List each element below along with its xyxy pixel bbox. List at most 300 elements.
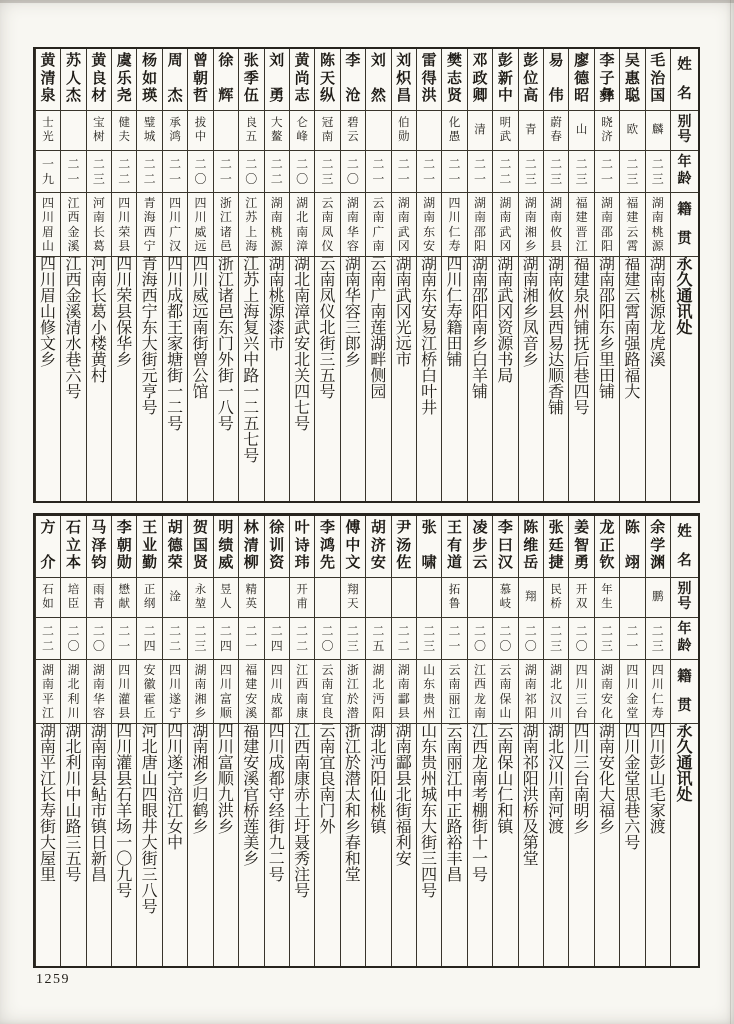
native-cell: 云 南 保 山 — [493, 660, 517, 724]
address-cell: 湖 南 华 容 三 郎 乡 — [344, 257, 361, 369]
address-cell: 湖 南 平 江 长 寿 街 大 屋 里 — [40, 724, 57, 884]
alias-cell: 士 光 — [36, 111, 60, 151]
age-cell: 二 二 — [493, 151, 517, 193]
native-cell: 四 川 三 台 — [569, 660, 593, 724]
address-cell: 福 建 安 溪 官 桥 莲 美 乡 — [243, 724, 260, 868]
alias-cell — [620, 578, 644, 618]
alias-cell — [265, 578, 289, 618]
alias-cell: 蔚 春 — [544, 111, 568, 151]
address-cell: 河 南 长 葛 小 楼 黄 村 — [90, 257, 107, 385]
person-column — [238, 49, 263, 501]
person-column — [441, 516, 466, 966]
person-column — [35, 49, 60, 501]
age-cell: 二 一 — [468, 151, 492, 193]
alias-cell: 宝 树 — [87, 111, 111, 151]
native-cell: 湖 南 祁 阳 — [519, 660, 543, 724]
scan-edge-right — [730, 0, 731, 1024]
address-cell: 福 建 泉 州 铺 抚 后 巷 四 号 — [573, 257, 590, 417]
name-cell: 王 业 勤 — [137, 516, 161, 578]
native-cell: 江 苏 上 海 — [239, 193, 263, 257]
address-cell: 湖 北 沔 阳 仙 桃 镇 — [370, 724, 387, 836]
address-cell: 湖 南 桃 源 漆 市 — [268, 257, 285, 353]
age-cell: 二 〇 — [519, 618, 543, 660]
header-address: 永 久 通 讯 处 — [676, 724, 693, 804]
address-cell: 湖 北 汉 川 南 河 渡 — [548, 724, 565, 836]
person-column — [60, 516, 85, 966]
name-cell: 樊 志 贤 — [442, 49, 466, 111]
person-column — [568, 49, 593, 501]
alias-cell: 昱 人 — [214, 578, 238, 618]
age-cell: 二 二 — [112, 151, 136, 193]
native-cell: 湖 南 安 化 — [595, 660, 619, 724]
person-column — [162, 516, 187, 966]
age-cell: 二 三 — [569, 151, 593, 193]
name-cell: 彭 位 高 — [519, 49, 543, 111]
address-cell: 四 川 彭 山 毛 家 渡 — [649, 724, 666, 836]
person-column — [594, 516, 619, 966]
address-cell: 湖 南 邵 阳 南 乡 白 羊 铺 — [471, 257, 488, 401]
age-cell: 二 二 — [392, 618, 416, 660]
alias-cell — [61, 111, 85, 151]
native-cell: 湖 南 武 冈 — [493, 193, 517, 257]
address-cell: 湖 南 桃 源 龙 虎 溪 — [649, 257, 666, 369]
alias-cell: 璧 城 — [137, 111, 161, 151]
person-column — [340, 49, 365, 501]
address-cell: 湖 南 东 安 易 江 桥 白 叶 井 — [421, 257, 438, 417]
address-cell: 四 川 荣 县 保 华 乡 — [116, 257, 133, 369]
address-cell: 湖 南 湘 乡 归 鹤 乡 — [192, 724, 209, 836]
age-cell: 一 九 — [36, 151, 60, 193]
name-cell: 刘 然 — [366, 49, 390, 111]
header-age: 年 龄 — [671, 151, 698, 193]
address-cell: 湖 南 邵 阳 东 乡 里 田 铺 — [598, 257, 615, 401]
native-cell: 湖 南 攸 县 — [544, 193, 568, 257]
alias-cell: 承 鸿 — [163, 111, 187, 151]
native-cell: 云 南 广 南 — [366, 193, 390, 257]
alias-cell: 欧 — [620, 111, 644, 151]
alias-cell — [315, 578, 339, 618]
age-cell: 二 一 — [392, 151, 416, 193]
person-column — [645, 516, 670, 966]
alias-cell: 石 如 — [36, 578, 60, 618]
name-cell: 毛 治 国 — [646, 49, 670, 111]
person-column — [416, 49, 441, 501]
age-cell: 二 〇 — [188, 151, 212, 193]
address-cell: 浙 江 於 潜 太 和 乡 春 和 堂 — [344, 724, 361, 884]
header-native: 籍 贯 — [671, 193, 698, 257]
person-column — [136, 49, 161, 501]
alias-cell: 拔 中 — [188, 111, 212, 151]
person-column — [619, 516, 644, 966]
native-cell: 四 川 广 汉 — [163, 193, 187, 257]
native-cell: 四 川 金 堂 — [620, 660, 644, 724]
name-cell: 黄 尚 志 — [290, 49, 314, 111]
name-cell: 刘 炽 昌 — [392, 49, 416, 111]
person-column — [492, 49, 517, 501]
person-column — [238, 516, 263, 966]
age-cell: 二 三 — [595, 618, 619, 660]
name-cell: 黄 清 泉 — [36, 49, 60, 111]
address-cell: 湖 北 利 川 中 山 路 三 五 号 — [65, 724, 82, 884]
native-cell: 浙 江 诸 邑 — [214, 193, 238, 257]
native-cell: 湖 南 华 容 — [87, 660, 111, 724]
age-cell: 二 〇 — [290, 151, 314, 193]
header-address: 永 久 通 讯 处 — [676, 257, 693, 337]
person-column — [543, 49, 568, 501]
address-cell: 云 南 宜 良 南 门 外 — [319, 724, 336, 836]
alias-cell — [417, 578, 441, 618]
age-cell: 二 四 — [214, 618, 238, 660]
person-column — [187, 49, 212, 501]
native-cell: 福 建 安 溪 — [239, 660, 263, 724]
header-column — [670, 49, 698, 501]
native-cell: 江 西 南 康 — [290, 660, 314, 724]
age-cell: 二 三 — [646, 151, 670, 193]
address-cell: 福 建 云 霄 南 强 路 福 大 — [624, 257, 641, 401]
native-cell: 云 南 丽 江 — [442, 660, 466, 724]
address-cell: 浙 江 诸 邑 东 门 外 街 一 八 号 — [217, 257, 234, 433]
person-column — [568, 516, 593, 966]
alias-cell: 碧 云 — [341, 111, 365, 151]
alias-cell — [366, 578, 390, 618]
native-cell: 湖 南 邵 阳 — [468, 193, 492, 257]
native-cell: 湖 北 南 漳 — [290, 193, 314, 257]
person-column — [492, 516, 517, 966]
native-cell: 青 海 西 宁 — [137, 193, 161, 257]
person-column — [340, 516, 365, 966]
native-cell: 福 建 晋 江 — [569, 193, 593, 257]
name-cell: 石 立 本 — [61, 516, 85, 578]
native-cell: 四 川 威 远 — [188, 193, 212, 257]
registry-table-bottom — [33, 513, 700, 968]
name-cell: 王 有 道 — [442, 516, 466, 578]
address-cell: 湖 南 攸 县 西 易 达 顺 香 铺 — [548, 257, 565, 417]
alias-cell: 明 武 — [493, 111, 517, 151]
age-cell: 二 一 — [366, 151, 390, 193]
age-cell: 二 三 — [315, 151, 339, 193]
name-cell: 张 啸 — [417, 516, 441, 578]
name-cell: 姜 智 勇 — [569, 516, 593, 578]
address-cell: 云 南 丽 江 中 正 路 裕 丰 昌 — [446, 724, 463, 884]
age-cell: 二 一 — [417, 151, 441, 193]
native-cell: 四 川 荣 县 — [112, 193, 136, 257]
alias-cell: 淦 — [163, 578, 187, 618]
native-cell: 四 川 成 都 — [265, 660, 289, 724]
native-cell: 湖 南 华 容 — [341, 193, 365, 257]
person-column — [60, 49, 85, 501]
name-cell: 方 介 — [36, 516, 60, 578]
address-cell: 湖 南 安 化 大 福 乡 — [598, 724, 615, 836]
native-cell: 福 建 云 霄 — [620, 193, 644, 257]
address-cell: 湖 南 酃 县 北 街 福 利 安 — [395, 724, 412, 868]
age-cell: 二 〇 — [569, 618, 593, 660]
native-cell: 四 川 灌 县 — [112, 660, 136, 724]
age-cell: 二 二 — [290, 618, 314, 660]
person-column — [594, 49, 619, 501]
address-cell: 四 川 遂 宁 涪 江 女 中 — [167, 724, 184, 852]
name-cell: 刘 勇 — [265, 49, 289, 111]
name-cell: 周 杰 — [163, 49, 187, 111]
name-cell: 杨 如 瑛 — [137, 49, 161, 111]
person-column — [467, 516, 492, 966]
alias-cell: 大 鳌 — [265, 111, 289, 151]
alias-cell: 晓 济 — [595, 111, 619, 151]
age-cell: 二 一 — [620, 618, 644, 660]
address-cell: 四 川 富 顺 九 洪 乡 — [217, 724, 234, 836]
native-cell: 湖 南 武 冈 — [392, 193, 416, 257]
name-cell: 傅 中 文 — [341, 516, 365, 578]
name-cell: 陈 维 岳 — [519, 516, 543, 578]
person-column — [264, 49, 289, 501]
name-cell: 陈 天 纵 — [315, 49, 339, 111]
alias-cell: 麟 — [646, 111, 670, 151]
address-cell: 湖 南 武 冈 光 远 市 — [395, 257, 412, 369]
address-cell: 湖 南 南 县 鲇 市 镇 日 新 昌 — [90, 724, 107, 884]
person-column — [543, 516, 568, 966]
name-cell: 马 泽 钧 — [87, 516, 111, 578]
age-cell: 二 三 — [341, 618, 365, 660]
name-cell: 明 绩 威 — [214, 516, 238, 578]
alias-cell: 永 堃 — [188, 578, 212, 618]
name-cell: 徐 辉 — [214, 49, 238, 111]
person-column — [365, 49, 390, 501]
name-cell: 胡 德 荣 — [163, 516, 187, 578]
native-cell: 湖 南 桃 源 — [265, 193, 289, 257]
native-cell: 云 南 凤 仪 — [315, 193, 339, 257]
alias-cell — [417, 111, 441, 151]
header-column — [670, 516, 698, 966]
native-cell: 河 南 长 葛 — [87, 193, 111, 257]
alias-cell: 懋 献 — [112, 578, 136, 618]
address-cell: 江 西 南 康 赤 土 圩 聂 秀 注 号 — [294, 724, 311, 900]
address-cell: 江 苏 上 海 复 兴 中 路 一 二 五 七 号 — [243, 257, 260, 465]
name-cell: 彭 新 中 — [493, 49, 517, 111]
name-cell: 易 伟 — [544, 49, 568, 111]
alias-cell: 雨 青 — [87, 578, 111, 618]
alias-cell: 鹏 — [646, 578, 670, 618]
name-cell: 李 曰 汉 — [493, 516, 517, 578]
age-cell: 二 四 — [137, 618, 161, 660]
header-native: 籍 贯 — [671, 660, 698, 724]
name-cell: 李 子 彝 — [595, 49, 619, 111]
alias-cell — [366, 111, 390, 151]
person-column — [35, 516, 60, 966]
header-alias: 别 号 — [671, 578, 698, 618]
registry-table-top — [33, 47, 700, 503]
alias-cell: 健 夫 — [112, 111, 136, 151]
age-cell: 二 一 — [112, 618, 136, 660]
person-column — [187, 516, 212, 966]
age-cell: 二 〇 — [87, 618, 111, 660]
age-cell: 二 二 — [265, 151, 289, 193]
name-cell: 叶 诗 玮 — [290, 516, 314, 578]
name-cell: 张 季 伍 — [239, 49, 263, 111]
address-cell: 青 海 西 宁 东 大 街 元 亨 号 — [141, 257, 158, 417]
alias-cell: 翔 天 — [341, 578, 365, 618]
person-column — [645, 49, 670, 501]
name-cell: 雷 得 洪 — [417, 49, 441, 111]
address-cell: 江 西 金 溪 清 水 巷 六 号 — [65, 257, 82, 401]
native-cell: 四 川 富 顺 — [214, 660, 238, 724]
address-cell: 四 川 三 台 南 明 乡 — [573, 724, 590, 836]
age-cell: 二 三 — [188, 618, 212, 660]
age-cell: 二 三 — [87, 151, 111, 193]
native-cell: 湖 南 酃 县 — [392, 660, 416, 724]
address-cell: 云 南 广 南 莲 湖 畔 侧 园 — [370, 257, 387, 401]
native-cell: 四 川 仁 寿 — [646, 660, 670, 724]
alias-cell: 青 — [519, 111, 543, 151]
age-cell: 二 四 — [265, 618, 289, 660]
person-column — [391, 516, 416, 966]
age-cell: 二 一 — [214, 151, 238, 193]
native-cell: 湖 南 湘 乡 — [519, 193, 543, 257]
alias-cell: 冠 南 — [315, 111, 339, 151]
person-column — [391, 49, 416, 501]
name-cell: 黄 良 材 — [87, 49, 111, 111]
age-cell: 二 一 — [595, 151, 619, 193]
person-column — [86, 49, 111, 501]
person-column — [162, 49, 187, 501]
address-cell: 四 川 灌 县 石 羊 场 一 〇 九 号 — [116, 724, 133, 900]
address-cell: 云 南 保 山 仁 和 镇 — [497, 724, 514, 836]
address-cell: 湖 南 祁 阳 洪 桥 及 第 堂 — [522, 724, 539, 868]
name-cell: 李 沧 — [341, 49, 365, 111]
name-cell: 苏 人 杰 — [61, 49, 85, 111]
alias-cell: 开 甫 — [290, 578, 314, 618]
person-column — [111, 49, 136, 501]
alias-cell: 良 五 — [239, 111, 263, 151]
alias-cell: 正 纲 — [137, 578, 161, 618]
alias-cell: 拓 鲁 — [442, 578, 466, 618]
native-cell: 浙 江 於 潜 — [341, 660, 365, 724]
age-cell: 二 一 — [163, 151, 187, 193]
name-cell: 张 廷 捷 — [544, 516, 568, 578]
person-column — [314, 516, 339, 966]
page-number: 1259 — [36, 972, 70, 987]
native-cell: 湖 南 平 江 — [36, 660, 60, 724]
address-cell: 湖 南 湘 乡 凤 音 乡 — [522, 257, 539, 369]
age-cell: 二 三 — [620, 151, 644, 193]
native-cell: 安 徽 霍 丘 — [137, 660, 161, 724]
alias-cell: 民 桥 — [544, 578, 568, 618]
alias-cell: 山 — [569, 111, 593, 151]
name-cell: 廖 德 昭 — [569, 49, 593, 111]
age-cell: 二 〇 — [239, 151, 263, 193]
age-cell: 二 一 — [442, 618, 466, 660]
age-cell: 二 〇 — [61, 618, 85, 660]
address-cell: 四 川 威 远 南 街 曾 公 馆 — [192, 257, 209, 401]
person-column — [86, 516, 111, 966]
native-cell: 湖 南 邵 阳 — [595, 193, 619, 257]
alias-cell: 清 — [468, 111, 492, 151]
name-cell: 尹 汤 佐 — [392, 516, 416, 578]
person-column — [619, 49, 644, 501]
person-column — [314, 49, 339, 501]
name-cell: 徐 训 资 — [265, 516, 289, 578]
native-cell: 湖 北 沔 阳 — [366, 660, 390, 724]
age-cell: 二 〇 — [315, 618, 339, 660]
name-cell: 吴 惠 聪 — [620, 49, 644, 111]
address-cell: 四 川 成 都 守 经 街 九 二 号 — [268, 724, 285, 884]
native-cell: 湖 南 东 安 — [417, 193, 441, 257]
person-column — [467, 49, 492, 501]
scan-edge-top — [0, 0, 734, 3]
name-cell: 林 清 柳 — [239, 516, 263, 578]
age-cell: 二 〇 — [341, 151, 365, 193]
native-cell: 湖 南 桃 源 — [646, 193, 670, 257]
address-cell: 湖 北 南 漳 武 安 北 关 四 七 号 — [294, 257, 311, 433]
age-cell: 二 〇 — [468, 618, 492, 660]
person-column — [518, 49, 543, 501]
alias-cell: 伯 勋 — [392, 111, 416, 151]
age-cell: 二 五 — [366, 618, 390, 660]
name-cell: 邓 政 卿 — [468, 49, 492, 111]
native-cell: 四 川 眉 山 — [36, 193, 60, 257]
age-cell: 二 〇 — [493, 618, 517, 660]
person-column — [264, 516, 289, 966]
alias-cell — [214, 111, 238, 151]
address-cell: 四 川 仁 寿 籍 田 铺 — [446, 257, 463, 369]
alias-cell: 培 臣 — [61, 578, 85, 618]
address-cell: 江 西 龙 南 考 棚 街 十 一 号 — [471, 724, 488, 884]
name-cell: 贺 国 贤 — [188, 516, 212, 578]
native-cell: 四 川 遂 宁 — [163, 660, 187, 724]
person-column — [213, 49, 238, 501]
native-cell: 江 西 龙 南 — [468, 660, 492, 724]
person-column — [416, 516, 441, 966]
age-cell: 二 二 — [163, 618, 187, 660]
age-cell: 二 三 — [417, 618, 441, 660]
age-cell: 二 一 — [239, 618, 263, 660]
address-cell: 湖 南 武 冈 资 源 书 局 — [497, 257, 514, 385]
person-column — [289, 516, 314, 966]
name-cell: 陈 翊 — [620, 516, 644, 578]
address-cell: 四 川 金 堂 思 巷 六 号 — [624, 724, 641, 852]
age-cell: 二 一 — [61, 151, 85, 193]
person-column — [289, 49, 314, 501]
native-cell: 湖 南 湘 乡 — [188, 660, 212, 724]
person-column — [136, 516, 161, 966]
age-cell: 二 三 — [544, 618, 568, 660]
age-cell: 二 二 — [137, 151, 161, 193]
alias-cell — [392, 578, 416, 618]
age-cell: 二 三 — [544, 151, 568, 193]
age-cell: 二 二 — [36, 618, 60, 660]
header-name: 姓 名 — [671, 49, 698, 111]
address-cell: 四 川 成 都 王 家 塘 街 一 二 号 — [167, 257, 184, 433]
alias-cell: 翔 — [519, 578, 543, 618]
age-cell: 二 三 — [519, 151, 543, 193]
alias-cell — [468, 578, 492, 618]
age-cell: 二 一 — [442, 151, 466, 193]
address-cell: 河 北 唐 山 四 眼 井 大 街 三 八 号 — [141, 724, 158, 916]
person-column — [213, 516, 238, 966]
address-cell: 云 南 凤 仪 北 街 三 五 号 — [319, 257, 336, 401]
native-cell: 四 川 仁 寿 — [442, 193, 466, 257]
name-cell: 余 学 渊 — [646, 516, 670, 578]
age-cell: 二 三 — [646, 618, 670, 660]
native-cell: 湖 北 利 川 — [61, 660, 85, 724]
person-column — [518, 516, 543, 966]
name-cell: 凌 步 云 — [468, 516, 492, 578]
person-column — [111, 516, 136, 966]
name-cell: 虞 乐 尧 — [112, 49, 136, 111]
alias-cell: 仑 峰 — [290, 111, 314, 151]
name-cell: 胡 济 安 — [366, 516, 390, 578]
alias-cell: 精 英 — [239, 578, 263, 618]
person-column — [441, 49, 466, 501]
alias-cell: 慕 岐 — [493, 578, 517, 618]
